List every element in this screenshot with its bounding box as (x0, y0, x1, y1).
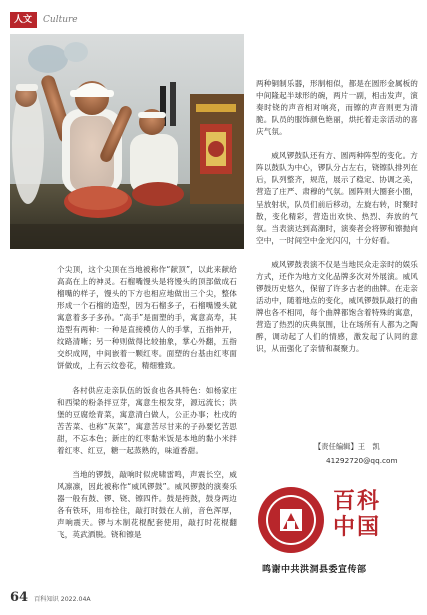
page-number: 64 (10, 590, 29, 605)
photo-illustration (10, 34, 244, 249)
brand-seal-logo (256, 485, 326, 555)
paragraph: 两种铜制乐器，形制相似，都是在圆形金属板的中间隆起半球形的碗，两片一副，相击发声，演奏时铙的声音相对响亮，而镲的声音则更为清脆。队员的服饰颜色艳丽，烘托着走亲活动的喜庆气氛。 (256, 79, 418, 137)
magazine-issue: 百科知识 2022.04A (34, 596, 91, 603)
paragraph: 各村供应走亲队伍的饭食也各具特色：如杨家庄和西梁的粉条拌豆芽，寓意生根发芽，源远流长；洪堡的豆腐烩青菜，寓意清白做人，公正办事；杜戍的苦苦菜、也称“灰菜”，寓意苦尽甘来的子孙要忆苦思甜，不忘本色；新庄的红枣黏米饭是本地的黏小米拌着红枣、红豆，糖一起蒸熟的，味道香甜。 (57, 385, 237, 455)
performance-photo (10, 34, 244, 249)
article-column-right (256, 66, 418, 367)
page-footer (10, 590, 91, 605)
brand-title (333, 488, 381, 540)
editor-credit: 【责任编辑】王 凯 (314, 442, 380, 451)
page-header (10, 8, 78, 32)
paragraph: 当地的锣鼓，敲响时似虎啸雷鸣，声震长空，威风凛凛，因此被称作“威风锣鼓”。威风锣鼓的演奏乐器一般有鼓、锣、铙、镲四件。鼓是挎鼓，鼓身两边各有铁环，用布拴住，敲打时鼓在人前，音色浑厚，声响震天。锣与木制花棍配套使用，敲打时花棍翻飞，英武洒脱。铙和镲是 (57, 469, 237, 540)
section-label: Culture (43, 15, 78, 25)
article-column-left (57, 252, 237, 553)
brand-title-line2: 中国 (333, 514, 382, 540)
paragraph: 个尖顶，这个尖顶在当地被称作“献顶”，以此来献给高高在上的神灵。石榴嘴馒头是将馒头的顶部做成石榴嘴的样子，馒头的下方也相应地做出三个尖，整体形成一个石榴的造型，因为石榴多子，石榴嘴馒头就寓意着多子多孙。“高手”是面塑的手，寓意高寿，其造型有两种：一种是直接模仿人的手掌，五指伸开，纹路清晰；另一种则做得比较抽象，掌心外翻，五指交织成网，中间嵌着一颗红枣。面塑的台基由红枣面饼做成，上有云纹卷花，精细雅致。 (57, 265, 237, 371)
section-tag: 人文 (10, 12, 37, 28)
editor-email: 41292720@qq.com (326, 456, 398, 465)
paragraph: 威风锣鼓队还有方、圆两种阵型的变化。方阵以鼓队为中心，锣队分占左右，铙镲队排列在后，队列整齐，规范，展示了稳定、协调之美，营造了庄严、肃穆的气氛。圆阵则大圈套小圈，呈放射状，队员们前后移动，左旋右转，时聚时散，变化精彩，营造出欢快、热烈、奔放的气氛。当表演达到高潮时，演奏者会将锣和镲抛向空中，一时间空中金光闪闪，十分好看。 (256, 151, 418, 245)
acknowledgement: 鸣谢中共洪洞县委宣传部 (262, 565, 367, 575)
brand-title-line1: 百科 (333, 488, 382, 514)
seal-icon (256, 485, 326, 555)
paragraph: 威风锣鼓表演不仅是当地民众走亲时的娱乐方式，还作为地方文化品牌多次对外展演。威风锣鼓历史悠久，保留了许多古老的曲牌。在走亲活动中，随着地点的变化，威风锣鼓队敲打的曲牌也各不相同，每个曲牌都饱含着特殊的寓意，营造了热烈的庆典氛围，让在场所有人都为之陶醉，调动起了人们的情感，激发起了认同的意识，从而强化了亲情和凝聚力。 (256, 259, 418, 354)
